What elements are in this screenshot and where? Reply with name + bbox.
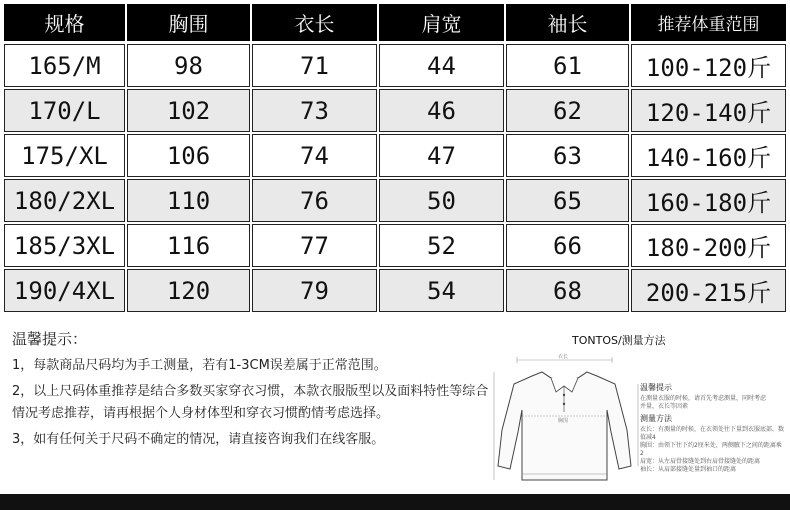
header-cell: 推荐体重范围 [631,4,786,41]
table-cell: 175/XL [4,134,125,177]
table-row [4,134,786,177]
table-cell: 65 [506,179,629,222]
header-cell: 胸围 [127,4,250,41]
table-cell: 120 [127,269,250,312]
header-cell: 肩宽 [379,4,504,41]
measure-notes [640,380,784,474]
note-line: 在测量衣服的时候，请首先考虑测量，同时考虑 [640,395,767,402]
table-cell: 190/4XL [4,269,125,312]
table-cell: 66 [506,224,629,267]
table-cell: 77 [252,224,377,267]
table-cell: 102 [127,89,250,132]
table-cell: 140-160斤 [631,134,786,177]
table-cell: 54 [379,269,504,312]
table-row [4,89,786,132]
tip-item: 3，如有任何关于尺码不确定的情况，请直接咨询我们在线客服。 [12,432,385,447]
table-cell: 50 [379,179,504,222]
measure-diagram [492,330,786,490]
table-cell: 79 [252,269,377,312]
table-cell: 71 [252,44,377,87]
method-line: 袖长：从肩部接缝处量到袖口的距离 [640,466,737,473]
table-cell: 68 [506,269,629,312]
table-header [4,4,786,41]
label-chest: 胸围 [558,418,569,424]
header-cell: 规格 [4,4,125,41]
note-head: 温馨提示 [640,383,672,392]
shirt-diagram-icon [492,350,642,490]
table-row [4,224,786,267]
table-cell: 74 [252,134,377,177]
table-cell: 160-180斤 [631,179,786,222]
table-cell: 100-120斤 [631,44,786,87]
label-top: 衣长 [558,354,569,360]
table-cell: 62 [506,89,629,132]
table-cell: 185/3XL [4,224,125,267]
tip-item: 1，每款商品尺码均为手工测量，若有1-3CM误差属于正常范围。 [12,358,387,373]
table-cell: 46 [379,89,504,132]
tips-title: 温馨提示： [12,330,88,348]
table-cell: 180-200斤 [631,224,786,267]
method-head: 测量方法 [640,414,672,423]
size-table [4,4,786,314]
table-cell: 200-215斤 [631,269,786,312]
note-line: 并量，衣长等因素 [640,403,689,410]
table-cell: 120-140斤 [631,89,786,132]
table-row [4,179,786,222]
tip-item: 2，以上尺码体重推荐是结合多数买家穿衣习惯，本款衣服版型以及面料特性等综合情况考虑推荐，请再根据个人身材体型和穿衣习惯酌情考虑选择。 [12,384,489,421]
table-cell: 106 [127,134,250,177]
table-cell: 170/L [4,89,125,132]
table-cell: 63 [506,134,629,177]
table-row [4,44,786,87]
table-cell: 61 [506,44,629,87]
table-cell: 110 [127,179,250,222]
table-row [4,269,786,312]
bottom-bar [0,494,790,510]
table-cell: 165/M [4,44,125,87]
table-cell: 98 [127,44,250,87]
table-cell: 180/2XL [4,179,125,222]
table-cell: 52 [379,224,504,267]
header-cell: 袖长 [506,4,629,41]
method-line: 肩宽：从左肩骨接缝处到右肩骨接缝处的距离 [640,458,761,465]
table-cell: 47 [379,134,504,177]
method-line: 胸围：由领下往下约2厘米处，两侧腋下之间的距离乘2 [640,442,782,457]
table-cell: 76 [252,179,377,222]
table-cell: 116 [127,224,250,267]
header-cell: 衣长 [252,4,377,41]
table-cell: 73 [252,89,377,132]
measure-title: TONTOS/测量方法 [572,334,666,347]
tips-section [12,328,492,455]
table-cell: 44 [379,44,504,87]
method-line: 衣长：有测量的时候，在衣领处往下量到衣服底部，数值减4 [640,426,785,441]
